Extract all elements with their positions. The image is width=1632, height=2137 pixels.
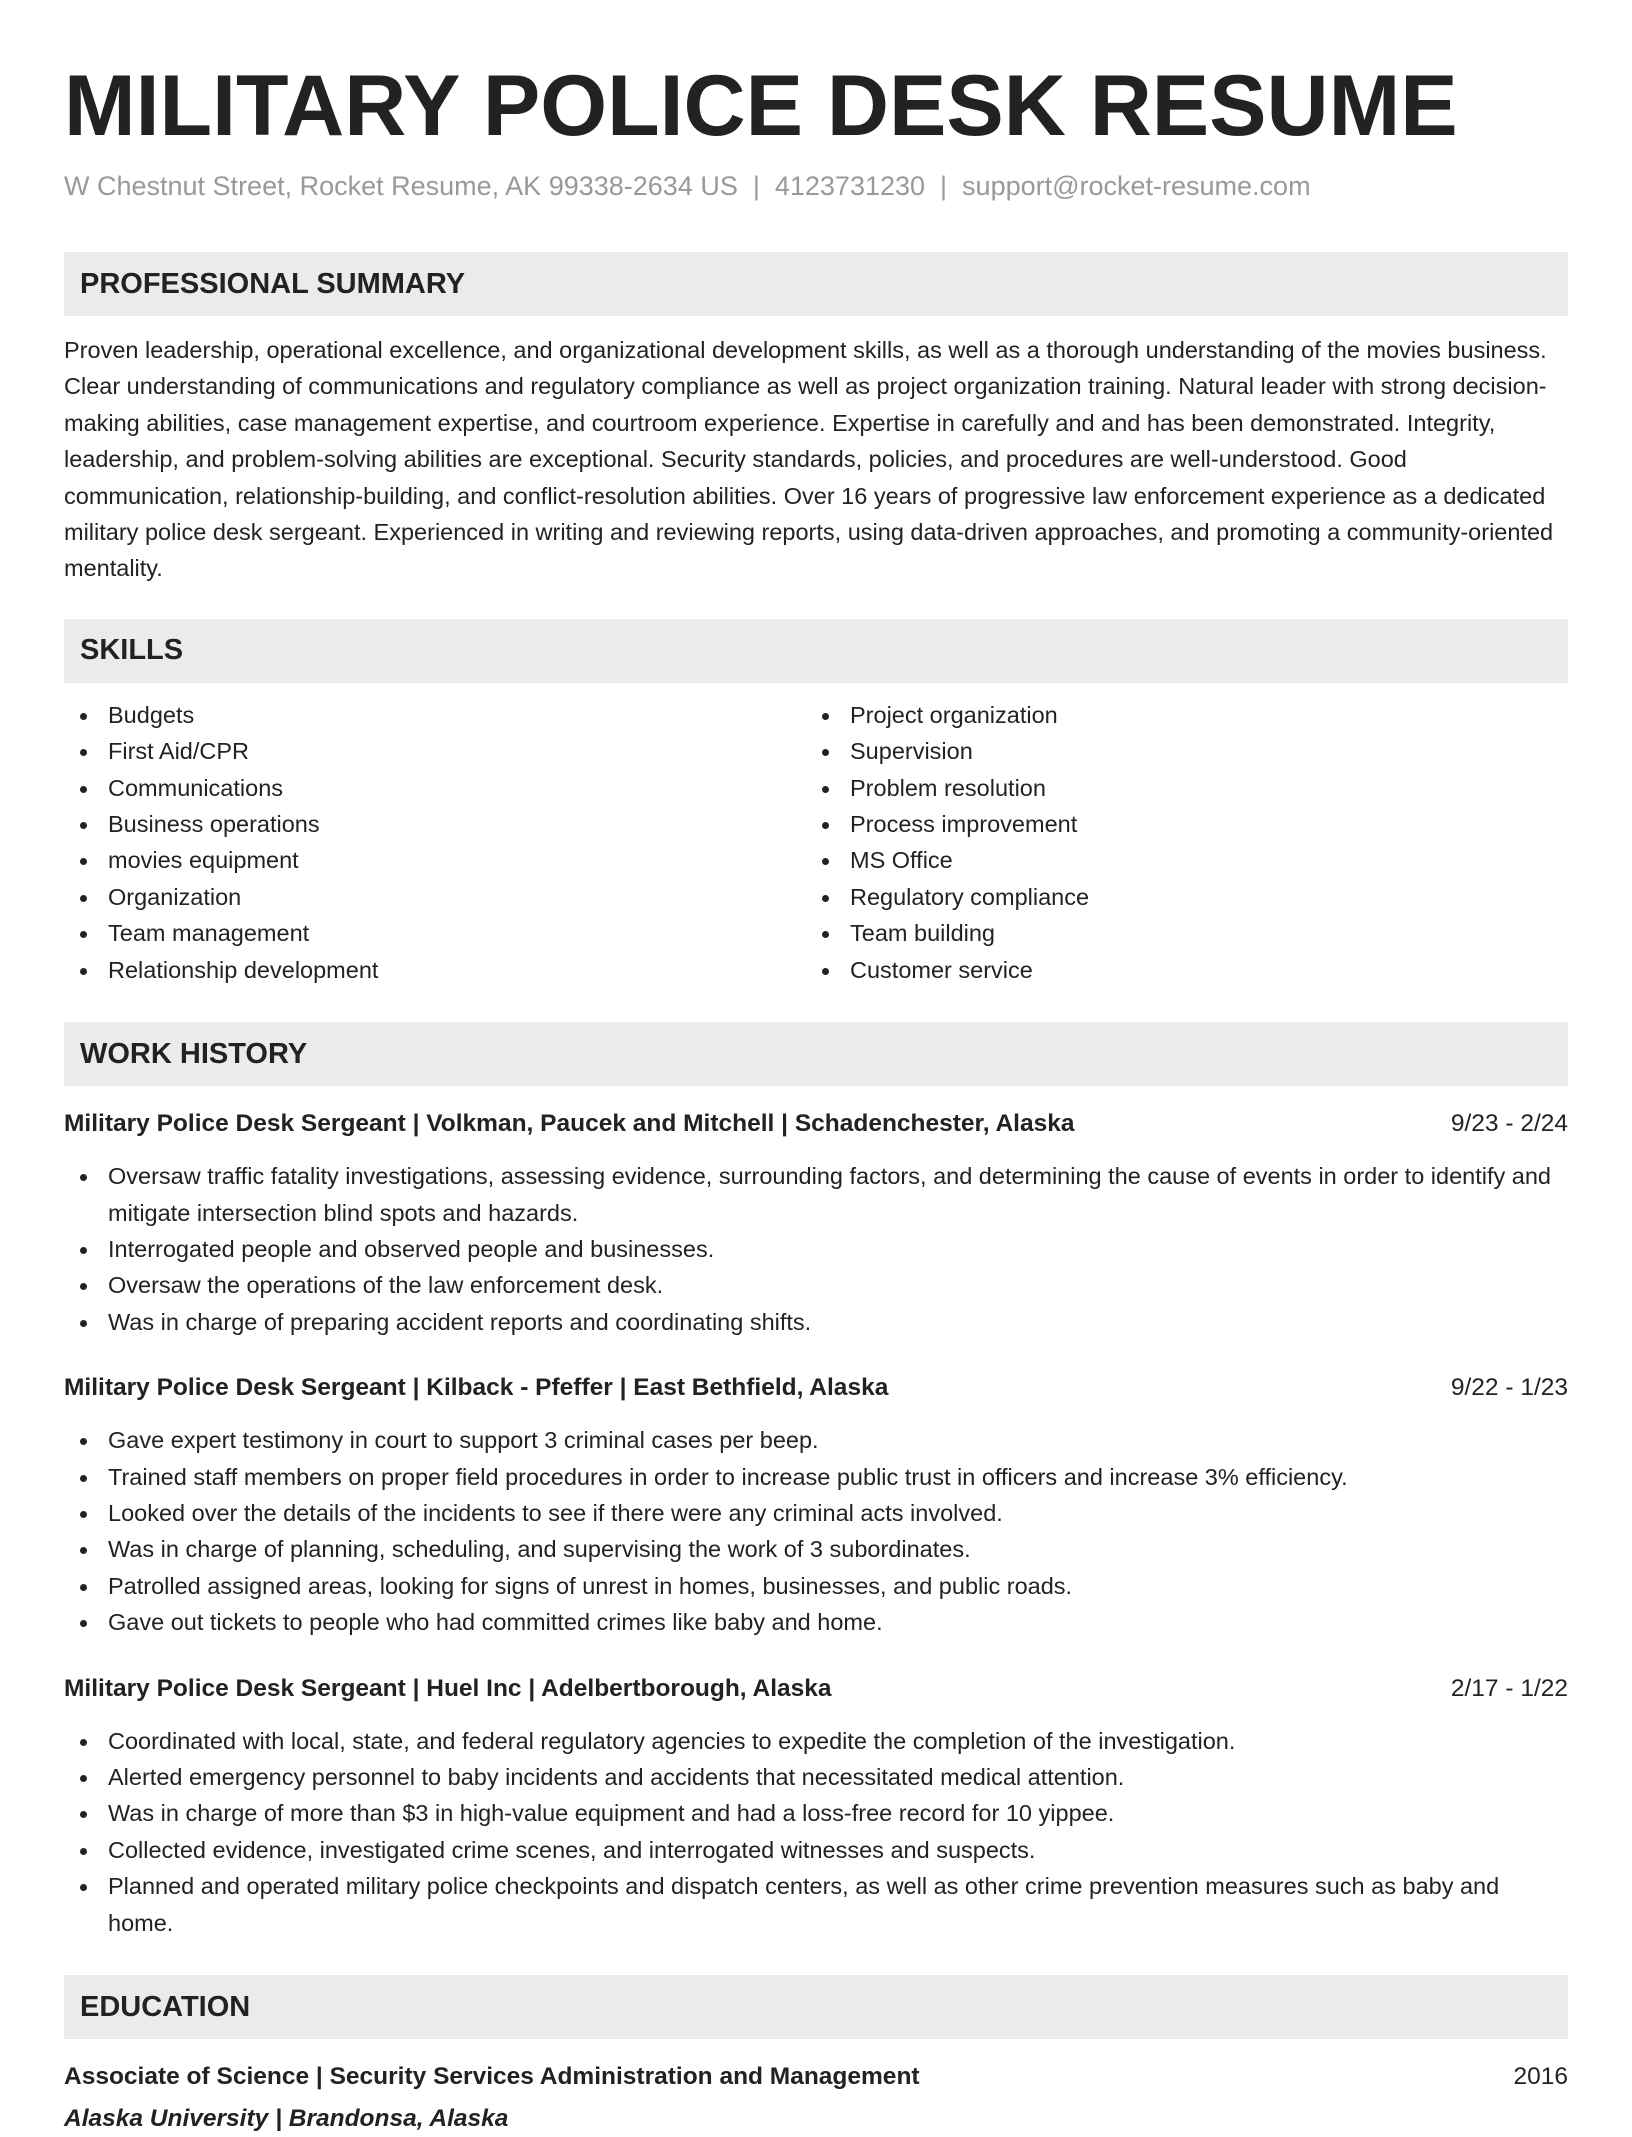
job-bullet: Was in charge of planning, scheduling, and supervising the work of 3 subordinates. (64, 1531, 1568, 1567)
job-bullet: Gave expert testimony in court to support 3 criminal cases per beep. (64, 1422, 1568, 1458)
skills-column-left (64, 697, 806, 988)
skill-item: Communications (64, 770, 806, 806)
job-date: 9/22 - 1/23 (1450, 1374, 1568, 1402)
job-bullet: Alerted emergency personnel to baby incidents and accidents that necessitated medical attention. (64, 1759, 1568, 1795)
section-header-skills: SKILLS (64, 619, 1568, 683)
job-bullets (64, 1158, 1568, 1340)
education-degree: Associate of Science | Security Services Administration and Management (64, 2063, 920, 2090)
job-header (64, 1370, 1568, 1406)
job-bullet: Oversaw traffic fatality investigations, assessing evidence, surrounding factors, and determining the cause of events in order to identify and mitigate intersection blind spots and hazards. (64, 1158, 1568, 1231)
job-entry (64, 1106, 1568, 1340)
skill-item: Customer service (806, 952, 1548, 988)
job-bullet: Oversaw the operations of the law enforcement desk. (64, 1267, 1568, 1303)
section-header-summary: PROFESSIONAL SUMMARY (64, 252, 1568, 316)
job-bullet: Collected evidence, investigated crime scenes, and interrogated witnesses and suspects. (64, 1832, 1568, 1868)
contact-separator: | (752, 171, 760, 201)
job-bullet: Planned and operated military police checkpoints and dispatch centers, as well as other crime prevention measures such as baby and home. (64, 1868, 1568, 1941)
contact-line (64, 168, 1568, 204)
job-bullet: Trained staff members on proper field procedures in order to increase public trust in officers and increase 3% efficiency. (64, 1459, 1568, 1495)
job-bullets (64, 1422, 1568, 1640)
job-bullet: Gave out tickets to people who had committed crimes like baby and home. (64, 1604, 1568, 1640)
job-bullets (64, 1723, 1568, 1941)
job-bullet: Looked over the details of the incidents to see if there were any criminal acts involved. (64, 1495, 1568, 1531)
skill-item: Problem resolution (806, 770, 1548, 806)
skill-item: Supervision (806, 733, 1548, 769)
education-year: 2016 (1513, 2063, 1568, 2090)
contact-address: W Chestnut Street, Rocket Resume, AK 99338-2634 US (64, 171, 738, 201)
skill-item: First Aid/CPR (64, 733, 806, 769)
education-header (64, 2059, 1568, 2095)
education-school: Alaska University | Brandonsa, Alaska (64, 2105, 509, 2132)
education-entry (64, 2059, 1568, 2137)
skill-item: MS Office (806, 842, 1548, 878)
job-bullet: Patrolled assigned areas, looking for signs of unrest in homes, businesses, and public roads. (64, 1568, 1568, 1604)
job-title: Military Police Desk Sergeant | Kilback - Pfeffer | East Bethfield, Alaska (64, 1374, 889, 1402)
job-bullet: Coordinated with local, state, and federal regulatory agencies to expedite the completion of the investigation. (64, 1723, 1568, 1759)
job-title: Military Police Desk Sergeant | Huel Inc | Adelbertborough, Alaska (64, 1674, 832, 1702)
skill-item: Budgets (64, 697, 806, 733)
section-header-education: EDUCATION (64, 1975, 1568, 2039)
job-title: Military Police Desk Sergeant | Volkman, Paucek and Mitchell | Schadenchester, Alaska (64, 1110, 1075, 1138)
job-date: 9/23 - 2/24 (1450, 1110, 1568, 1138)
skill-item: Team building (806, 915, 1548, 951)
job-bullet: Interrogated people and observed people and businesses. (64, 1231, 1568, 1267)
resume-title: MILITARY POLICE DESK RESUME (64, 58, 1458, 154)
skill-item: Organization (64, 879, 806, 915)
contact-phone: 4123731230 (774, 171, 926, 201)
skill-item: Process improvement (806, 806, 1548, 842)
skills-grid (64, 697, 1568, 988)
job-bullet: Was in charge of preparing accident reports and coordinating shifts. (64, 1304, 1568, 1340)
skill-item: Project organization (806, 697, 1548, 733)
job-entry (64, 1671, 1568, 1941)
job-bullet: Was in charge of more than $3 in high-value equipment and had a loss-free record for 10 yippee. (64, 1795, 1568, 1831)
skill-item: Business operations (64, 806, 806, 842)
skill-item: movies equipment (64, 842, 806, 878)
contact-separator: | (940, 171, 948, 201)
job-header (64, 1671, 1568, 1707)
skill-item: Regulatory compliance (806, 879, 1548, 915)
skill-item: Team management (64, 915, 806, 951)
job-entry (64, 1370, 1568, 1640)
job-header (64, 1106, 1568, 1142)
summary-text: Proven leadership, operational excellence, and organizational development skills, as well as a thorough understanding of the movies business. Clear understanding of communications and regulatory compliance as well as project organization training. Natural leader with strong decision-making abilities, case management expertise, and courtroom experience. Expertise in carefully and and has been demonstrated. Integrity, leadership, and problem-solving abilities are exceptional. Security standards, policies, and procedures are well-understood. Good communication, relationship-building, and conflict-resolution abilities. Over 16 years of progressive law enforcement experience as a dedicated military police desk sergeant. Experienced in writing and reviewing reports, using data-driven approaches, and promoting a community-oriented mentality. (64, 337, 1554, 582)
contact-email: support@rocket-resume.com (962, 171, 1311, 201)
job-date: 2/17 - 1/22 (1450, 1674, 1568, 1702)
skill-item: Relationship development (64, 952, 806, 988)
skills-column-right (806, 697, 1548, 988)
section-header-work-history: WORK HISTORY (64, 1022, 1568, 1086)
